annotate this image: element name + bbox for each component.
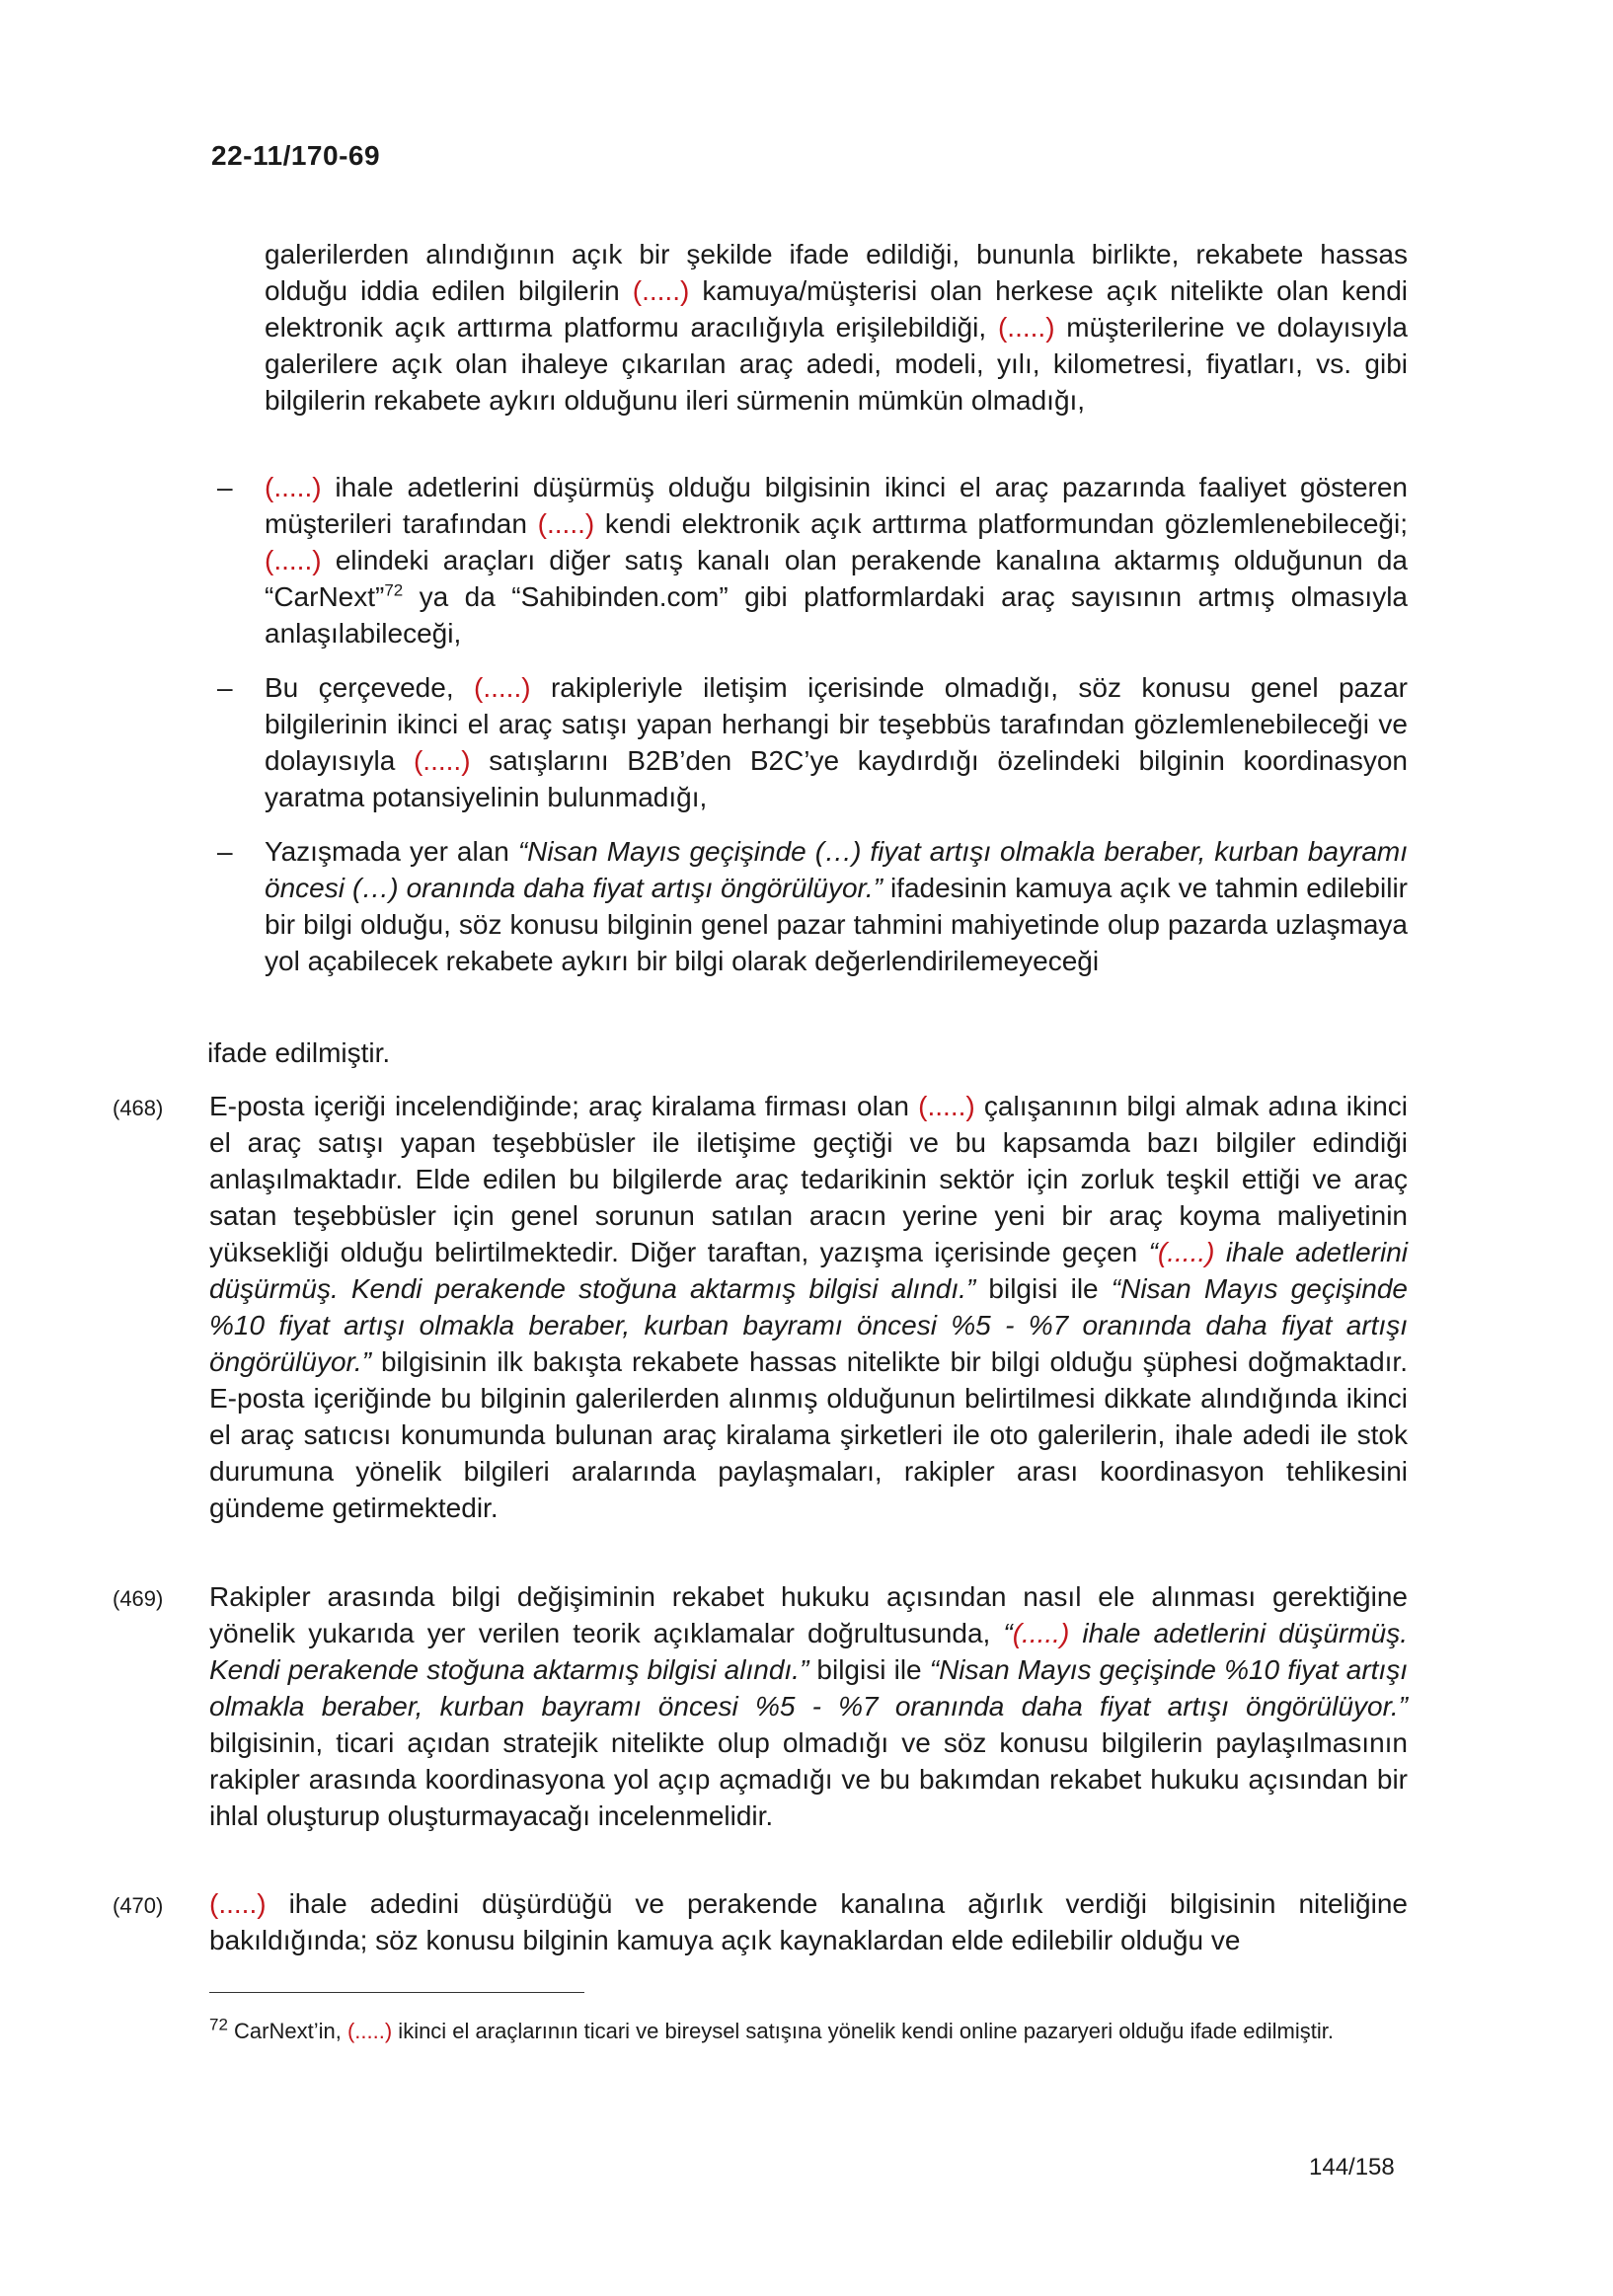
quote: “Nisan Mayıs geçişinde %10 fiyat artışı olmakla beraber, kurban bayramı öncesi %5 - %7 oranında daha fiyat artışı öngörülüyor.” [209,1654,1408,1722]
redaction-mark: (.....) [632,275,690,306]
redaction-mark: (.....) [209,1888,267,1919]
quote: “Nisan Mayıs geçişinde %10 fiyat artışı olmakla beraber, kurban bayramı öncesi %5 - %7 oranında daha fiyat artışı öngörülüyor.” [209,1273,1408,1377]
paragraph-number: (470) [113,1893,164,1918]
redaction-mark: (.....) [1157,1237,1215,1267]
redaction-mark: (.....) [413,745,471,776]
quote: ihale adetlerini düşürmüş. Kendi perakende stoğuna aktarmış bilgisi alındı.” [209,1618,1409,1685]
footnote: $^{72}$ CarNext’in, (.....) ikinci el araçlarının ticari ve bireysel satışına yönelik kendi online pazaryeri olduğu ifade edilmiştir. [209,2015,1334,2043]
redaction-mark: (.....) [997,312,1055,343]
redaction-mark: (.....) [918,1091,975,1121]
quote: ihale adetlerini düşürmüş. Kendi perakende stoğuna aktarmış bilgisi alındı.” [209,1237,1408,1304]
redaction-mark: (.....) [537,508,595,539]
page-number: 144/158 [1309,2154,1395,2181]
quote: “Nisan Mayıs geçişinde (…) fiyat artışı olmakla beraber, kurban bayramı öncesi (…) oranında daha fiyat artışı öngörülüyor.” [265,836,1408,903]
footnote-divider [209,1992,584,1993]
dash-bullet: – [217,472,233,502]
redaction-mark: (.....) [1012,1618,1070,1648]
redaction-mark: (.....) [265,472,322,502]
redaction-mark: (.....) [265,545,322,575]
redaction-mark: (.....) [474,672,531,703]
footnote-number: 72 [209,2015,228,2034]
paragraph-number: (468) [113,1096,164,1120]
footnote-ref[interactable]: 72 [384,580,404,600]
paragraph-470: (.....) ihale adedini düşürdüğü ve perakende kanalına ağırlık verdiği bilgisinin niteliğine bakıldığında; söz konusu bilginin kamuya açık kaynaklardan elde edilebilir olduğu ve [209,1888,1408,1955]
paragraph-number: (469) [113,1586,164,1611]
intro-paragraph: galerilerden alındığının açık bir şekilde ifade edildiği, bununla birlikte, rekabete hassas olduğu iddia edilen bilgilerin (.....) kamuya/müşterisi olan herkese açık nitelikte olan kendi elektronik açık arttırma platformu aracılığıyla erişilebildiği, (.....) müşterilerine ve dolayısıyla galerilere açık olan ihaleye çıkarılan araç adedi, modeli, yılı, kilometresi, fiyatları, vs. gibi bilgilerin rekabete aykırı olduğunu ileri sürmenin mümkün olmadığı, [265,239,1409,416]
bullet-item: – Yazışmada yer alan “Nisan Mayıs geçişinde (…) fiyat artışı olmakla beraber, kurban bayramı öncesi (…) oranında daha fiyat artışı öngörülüyor.” ifadesinin kamuya açık ve tahmin edilebilir bir bilgi olduğu, söz konusu bilginin genel pazar tahmini mahiyetinde olup pazarda uzlaşmaya yol açabilecek rekabete aykırı bir bilgi olarak değerlendirilemeyeceği [265,833,1408,979]
dash-bullet: – [217,672,233,703]
paragraph-468: E-posta içeriği incelendiğinde; araç kiralama firması olan (.....) çalışanının bilgi almak adına ikinci el araç satışı yapan teşebbüsler ile iletişime geçtiği ve bu kapsamda bazı bilgiler edindiği anlaşılmaktadır. Elde edilen bu bilgilerde araç tedarikinin sektör için zorluk teşkil ettiği ve araç satan teşebbüsler için genel sorunun satılan aracın yerine yeni bir araç koyma maliyetinin yüksekliği olduğu belirtilmektedir. Diğer taraftan, yazışma içerisinde geçen “(.....) ihale adetlerini düşürmüş. Kendi perakende stoğuna aktarmış bilgisi alındı.” bilgisi ile “Nisan Mayıs geçişinde %10 fiyat artışı olmakla beraber, kurban bayramı öncesi %5 - %7 oranında daha fiyat artışı öngörülüyor.” bilgisinin ilk bakışta rekabete hassas nitelikte bir bilgi olduğu şüphesi doğmaktadır. E-posta içeriğinde bu bilginin galerilerden alınmış olduğunun belirtilmesi dikkate alındığında ikinci el araç satıcısı konumunda bulunan araç kiralama şirketleri ile oto galerilerin, ihale adedi ile stok durumuna yönelik bilgileri aralarında paylaşmaları, rakipler arası koordinasyon tehlikesini gündeme getirmektedir. [209,1091,1408,1523]
bullet-item: – (.....) ihale adetlerini düşürmüş olduğu bilgisinin ikinci el araç pazarında faaliyet gösteren müşterileri tarafından (.....) kendi elektronik açık arttırma platformundan gözlemlenebileceği; (.....) elindeki araçları diğer satış kanalı olan perakende kanalına aktarmış olduğunun da “CarNext”$^{72}$ ya da “Sahibinden.com” gibi platformlardaki araç sayısının artmış olmasıyla anlaşılabileceği, [265,469,1408,651]
bullet-item: – Bu çerçevede, (.....) rakipleriyle iletişim içerisinde olmadığı, söz konusu genel pazar bilgilerinin ikinci el araç satışı yapan herhangi bir teşebbüs tarafından gözlemlenebileceği ve dolayısıyla (.....) satışlarını B2B’den B2C’ye kaydırdığı özelindeki bilginin koordinasyon yaratma potansiyelinin bulunmadığı, [265,669,1408,815]
paragraph-469: Rakipler arasında bilgi değişiminin rekabet hukuku açısından nasıl ele alınması gerektiğine yönelik yukarıda yer verilen teorik açıklamalar doğrultusunda, “(.....) ihale adetlerini düşürmüş. Kendi perakende stoğuna aktarmış bilgisi alındı.” bilgisi ile “Nisan Mayıs geçişinde %10 fiyat artışı olmakla beraber, kurban bayramı öncesi %5 - %7 oranında daha fiyat artışı öngörülüyor.” bilgisinin, ticari açıdan stratejik nitelikte olup olmadığı ve söz konusu bilgilerin paylaşılmasının rakipler arasında koordinasyona yol açıp açmadığı ve bu bakımdan rekabet hukuku açısından bir ihlal oluşturup oluşturmayacağı incelenmelidir. [209,1581,1409,1831]
redaction-mark: (.....) [346,2019,393,2043]
document-number: 22-11/170-69 [211,140,381,171]
closing-line: ifade edilmiştir. [207,1037,391,1068]
dash-bullet: – [217,836,233,867]
